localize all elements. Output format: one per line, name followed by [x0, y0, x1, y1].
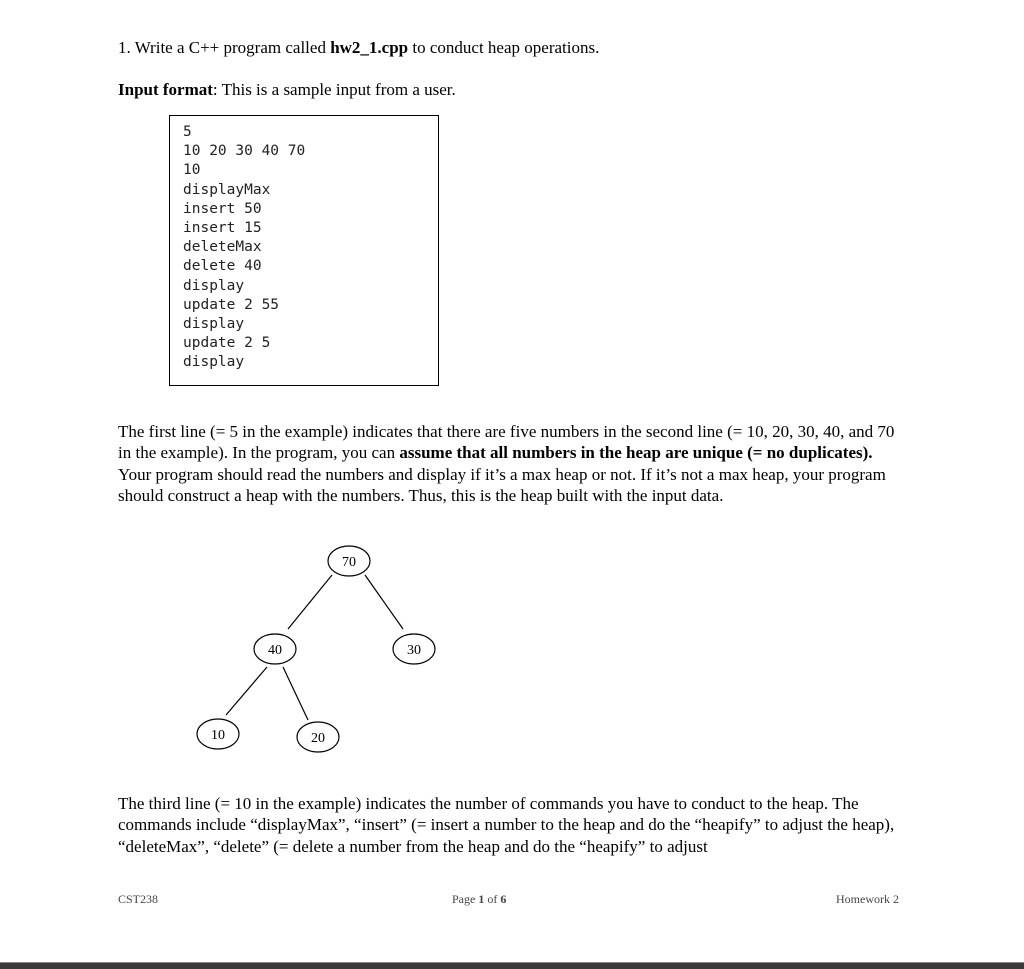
page-current: 1 — [478, 892, 485, 906]
page-total: 6 — [500, 892, 507, 906]
paragraph1-part2: Your program should read the numbers and display if it’s a max heap or not. If it’s not a max heap, your program should construct a heap with the numbers. Thus, this is the heap built with the input data. — [118, 464, 886, 505]
paragraph1-bold: assume that all numbers in the heap are unique (= no duplicates). — [399, 443, 873, 463]
tree-node-left-right — [297, 722, 339, 752]
node-label: 10 — [211, 728, 225, 743]
edge-root-left — [288, 575, 332, 629]
edge-left-leftright — [283, 667, 308, 720]
input-format-text: : This is a sample input from a user. — [212, 80, 456, 99]
question-prefix: 1. Write a C++ program called — [118, 38, 331, 57]
heap-tree-diagram — [190, 540, 450, 760]
code-line: 10 20 30 40 70 — [183, 143, 306, 160]
sample-input-lines — [183, 123, 305, 372]
code-line: insert 15 — [183, 219, 262, 236]
code-line: display — [183, 315, 245, 332]
node-label: 40 — [268, 643, 282, 658]
footer-page-number — [452, 892, 506, 907]
node-label: 30 — [407, 643, 421, 658]
input-format-label: Input format — [118, 80, 213, 99]
code-line: update 2 55 — [183, 296, 280, 313]
question-filename: hw2_1.cpp — [330, 38, 409, 57]
node-label: 20 — [311, 731, 325, 746]
code-line: displayMax — [183, 181, 271, 198]
code-line: 5 — [183, 124, 192, 140]
sample-input-box — [169, 115, 439, 386]
code-line: 10 — [183, 162, 201, 179]
tree-node-root — [328, 546, 370, 576]
tree-edges — [226, 575, 403, 720]
code-line: insert 50 — [183, 200, 262, 217]
paragraph1-part1: The first line (= 5 in the example) indicates that there are five numbers in the second line (= 10, 20, 30, 40, and 70 in the example). In the program, you can — [118, 422, 895, 463]
page-prefix: Page — [452, 892, 479, 906]
page-of: of — [484, 892, 501, 906]
tree-node-right — [393, 634, 435, 664]
footer-course: CST238 — [118, 892, 159, 906]
paragraph-first-line — [118, 421, 908, 506]
code-line: deleteMax — [183, 239, 262, 256]
paragraph-third-line: The third line (= 10 in the example) indicates the number of commands you have to conduct to the heap. The commands include “displayMax”, “insert” (= insert a number to the heap and do the “heapify” to adjust the heap), “deleteMax”, “delete” (= delete a number from the heap and do the “heapify” to adjust — [118, 794, 895, 856]
question-title — [118, 38, 599, 58]
question-suffix: to conduct heap operations. — [408, 38, 600, 57]
tree-node-left — [254, 634, 296, 664]
footer-assignment: Homework 2 — [836, 892, 899, 906]
edge-left-leftleft — [226, 667, 267, 715]
code-line: display — [183, 354, 245, 371]
code-line: delete 40 — [183, 258, 262, 275]
tree-node-left-left — [197, 719, 239, 749]
code-line: display — [183, 277, 245, 294]
node-label: 70 — [342, 555, 356, 570]
edge-root-right — [365, 575, 403, 629]
input-format-line — [118, 80, 456, 100]
code-line: update 2 5 — [183, 335, 271, 352]
